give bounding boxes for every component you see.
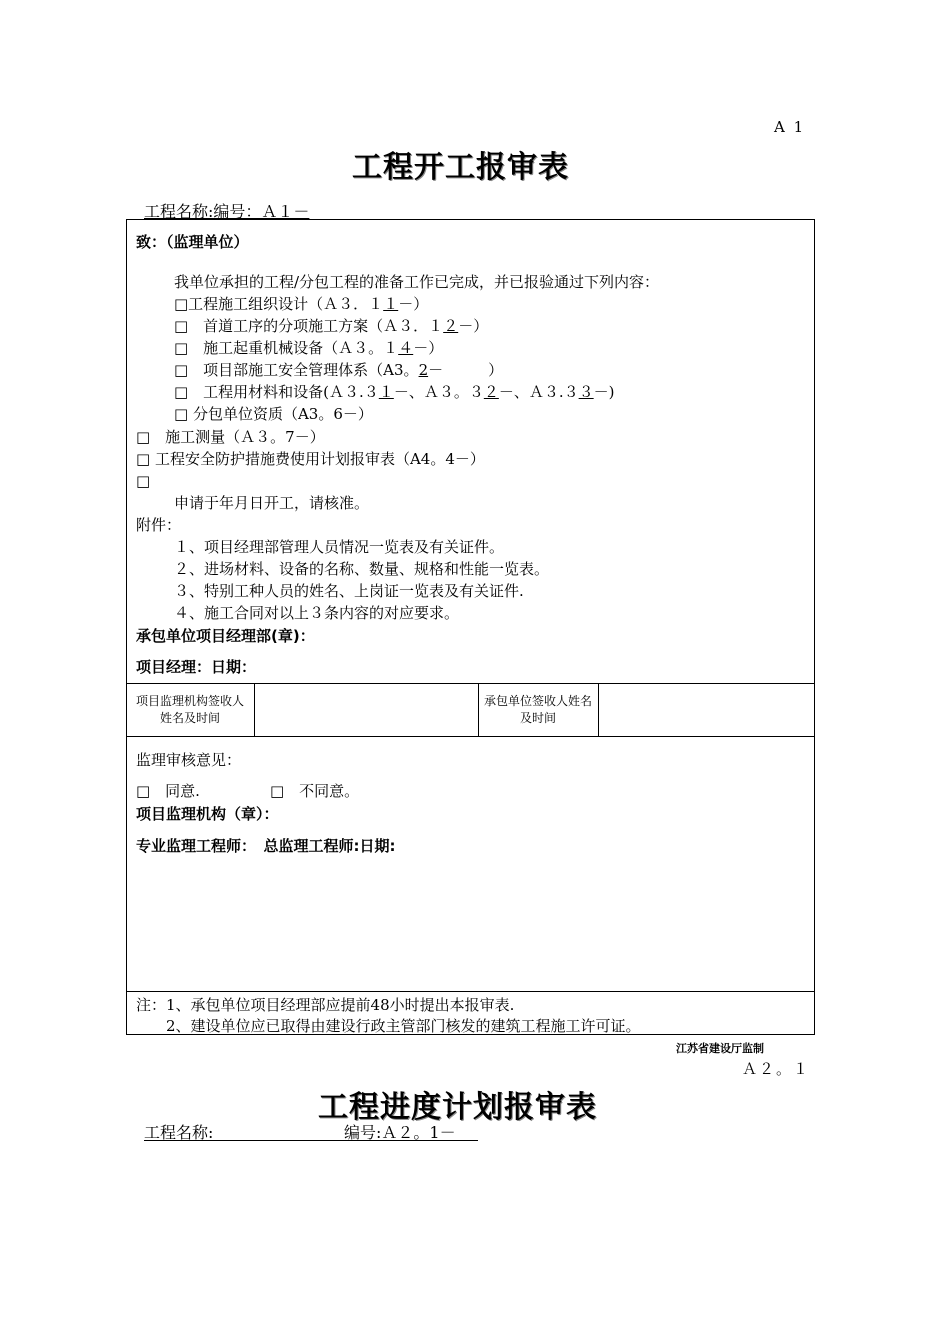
note-line: 2、建设单位应已取得由建设行政主管部门核发的建筑工程施工许可证。: [136, 1017, 641, 1035]
checklist-item: □工程施工组织设计（Ａ３．１１－）: [174, 295, 429, 313]
agree-option[interactable]: □ 同意.: [136, 782, 200, 800]
checklist-item: □ 工程用材料和设备(Ａ３.３１－、Ａ３。３２－、Ａ３.３３－): [174, 383, 615, 401]
attach-label: 附件：: [136, 516, 182, 534]
intro-text: 我单位承担的工程/分包工程的准备工作已完成，并已报验通过下列内容：: [174, 273, 660, 291]
form2-code: Ａ２。１: [742, 1060, 811, 1078]
form2-header: [144, 1120, 478, 1141]
footer-issuer: 江苏省建设厅监制: [676, 1042, 764, 1055]
note-line: 注：1、承包单位项目经理部应提前48小时提出本报审表.: [136, 996, 515, 1014]
page-title: 工程开工报审表: [352, 150, 569, 185]
checklist-item: □ 首道工序的分项施工方案（Ａ３．１２－）: [174, 317, 489, 335]
checklist-item: □ 施工测量（Ａ３。7－）: [136, 428, 325, 446]
pm-date-label: 项目经理：日期：: [136, 658, 257, 676]
receipt-left-label: 项目监理机构签收人姓名及时间: [135, 694, 244, 725]
form2-number-label: 编号:Ａ２。1－: [344, 1123, 456, 1142]
supervision-org-label: 项目监理机构（章）：: [136, 805, 279, 823]
receipt-right-field[interactable]: [600, 685, 812, 734]
project-header: 工程名称:编号：Ａ１－: [144, 202, 310, 221]
checklist-item: □ 项目部施工安全管理体系（A3。2－ ）: [174, 361, 504, 379]
form-code: A 1: [774, 118, 806, 136]
receipt-left-field[interactable]: [256, 685, 476, 734]
attachment-item: ４、施工合同对以上３条内容的对应要求。: [174, 604, 460, 622]
attachment-item: １、项目经理部管理人员情况一览表及有关证件。: [174, 538, 505, 556]
disagree-option[interactable]: □ 不同意。: [270, 782, 360, 800]
review-label: 监理审核意见：: [136, 751, 242, 769]
form2-name-label: 工程名称:: [144, 1123, 214, 1142]
engineers-label: 专业监理工程师： 总监理工程师:日期:: [136, 837, 396, 855]
apply-text: 申请于年月日开工，请核准。: [174, 494, 370, 512]
checklist-item: □ 施工起重机械设备（Ａ３。１４－）: [174, 339, 444, 357]
attachment-item: ２、进场材料、设备的名称、数量、规格和性能一览表。: [174, 560, 550, 578]
form2-title: 工程进度计划报审表: [318, 1090, 597, 1125]
contractor-label: 承包单位项目经理部(章)：: [136, 627, 315, 645]
attachment-item: ３、特别工种人员的姓名、上岗证一览表及有关证件.: [174, 582, 524, 600]
checklist-item: □ 分包单位资质（A3。6－）: [174, 405, 373, 423]
receipt-right-label: 承包单位签收人姓名及时间: [484, 694, 593, 725]
checklist-item: □: [136, 472, 151, 490]
to-label: 致：（监理单位）: [136, 233, 249, 251]
checklist-item: □ 工程安全防护措施费使用计划报审表（A4。4－）: [136, 450, 485, 468]
